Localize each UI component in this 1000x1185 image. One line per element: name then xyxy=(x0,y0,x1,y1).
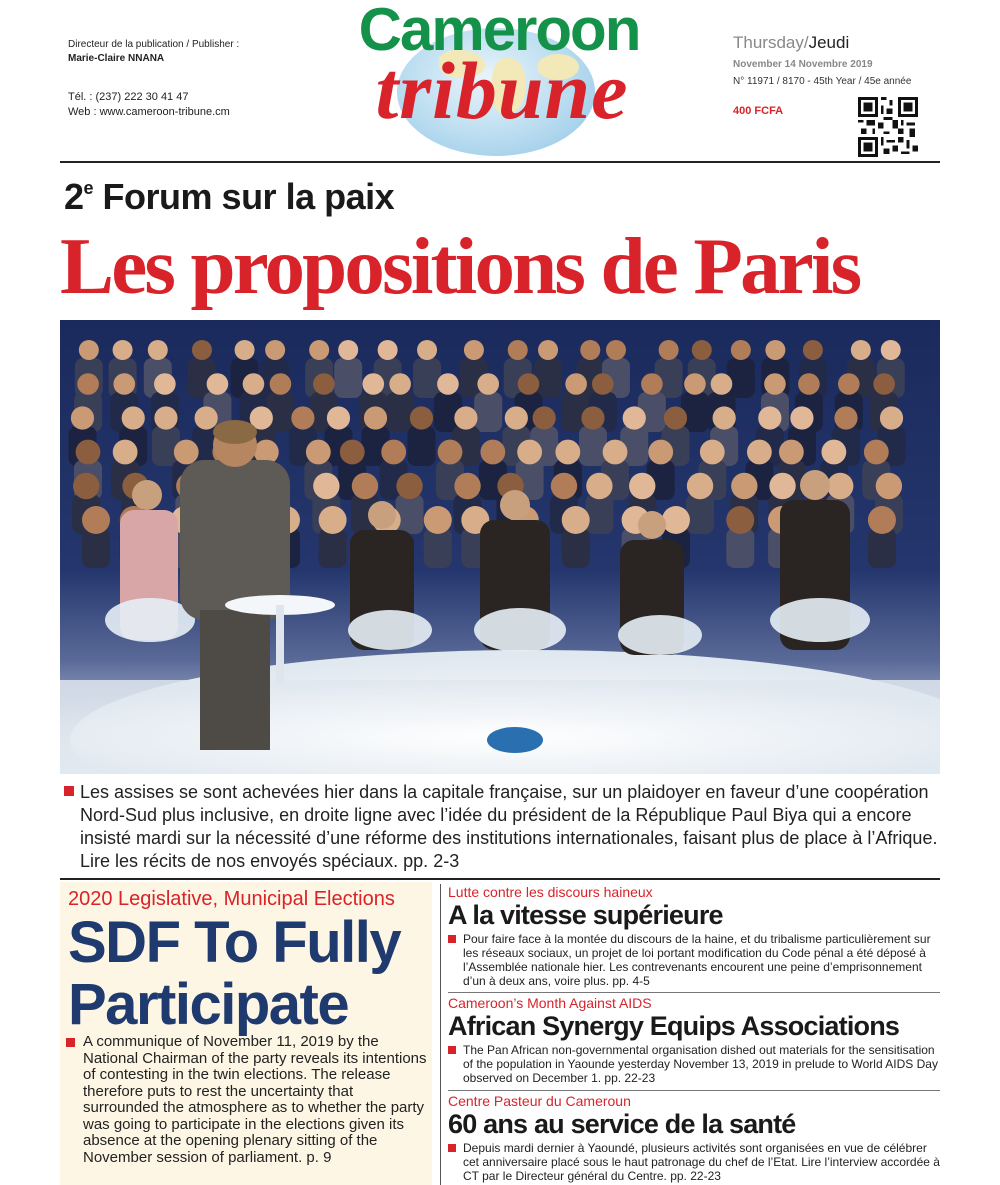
logo-wordmark-bottom: tribune xyxy=(375,45,629,136)
right-story-3 xyxy=(448,1093,940,1183)
story-body: Depuis mardi dernier à Yaoundé, plusieurs activités sont organisées en vue de célébrer cet anniversaire placé sous le haut patronage du chef de l’Etat. Lire l’interview accordée à CT par le Directeur général du Centre. pp. 22-23 xyxy=(448,1141,940,1183)
publisher-name: Marie-Claire NNANA xyxy=(68,53,165,64)
column-divider xyxy=(440,884,441,1185)
right-story-2 xyxy=(448,995,940,1085)
main-headline: Les propositions de Paris xyxy=(60,221,860,311)
bullet-square-icon xyxy=(448,1046,456,1054)
masthead xyxy=(0,0,1000,162)
bullet-square-icon xyxy=(448,1144,456,1152)
story-title: 60 ans au service de la santé xyxy=(448,1109,796,1139)
qr-code-icon xyxy=(858,97,918,157)
left-story-title: SDF To Fully Participate xyxy=(68,910,401,1037)
story-kicker: Centre Pasteur du Cameroun xyxy=(448,1093,631,1109)
right-story-1 xyxy=(448,884,940,988)
weekday: Thursday/Jeudi xyxy=(733,33,850,52)
publisher-label: Directeur de la publication / Publisher : xyxy=(68,39,240,50)
bullet-square-icon xyxy=(64,786,74,796)
story-body: The Pan African non-governmental organisation dished out materials for the sensitisation of the population in Yaounde yesterday November 13, 2019 in prelude to World AIDS Day observed on December 1. pp. 22-23 xyxy=(448,1043,940,1085)
cameroon-tribune-logo xyxy=(340,0,660,158)
story-kicker: Cameroon’s Month Against AIDS xyxy=(448,995,652,1011)
bullet-square-icon xyxy=(448,935,456,943)
price-tag: 400 FCFA xyxy=(733,105,784,117)
contact-info xyxy=(68,90,230,120)
main-kicker: 2e Forum sur la paix xyxy=(64,176,395,217)
bullet-square-icon xyxy=(66,1038,75,1047)
phone-number: Tél. : (237) 222 30 41 47 xyxy=(68,91,189,103)
story-title: African Synergy Equips Associations xyxy=(448,1011,900,1041)
story-title: A la vitesse supérieure xyxy=(448,900,723,930)
section-divider xyxy=(60,878,940,880)
main-lead-paragraph: Les assises se sont achevées hier dans la capitale française, sur un plaidoyer en faveur d’une coopération Nord-Sud plus inclusive, en droite ligne avec l’idée du président de la République Paul Biya qui a encore insisté mardi sur la nécessité d’une réforme des institutions internationales, faisant plus de place à l’Afrique. Lire les récits de nos envoyés spéciaux. pp. 2-3 xyxy=(64,781,940,873)
left-story-kicker: 2020 Legislative, Municipal Elections xyxy=(68,888,395,910)
issue-number: N° 11971 / 8170 - 45th Year / 45e année xyxy=(733,76,912,87)
issue-date: November 14 Novembre 2019 xyxy=(733,59,873,70)
logo-wordmark-top: Cameroon xyxy=(358,0,640,63)
left-story-body: A communique of November 11, 2019 by the National Chairman of the party reveals its intentions of contesting in the twin elections. The release therefore puts to rest the uncertainty that surrounded the atmosphere as to whether the party was going to participate in the elections given its absence at the opening plenary sitting of the November session of parliament. p. 9 xyxy=(66,1034,432,1166)
publisher-info xyxy=(68,38,239,66)
story-kicker: Lutte contre les discours haineux xyxy=(448,884,653,900)
story-divider xyxy=(448,1090,940,1091)
forum-audience-photo xyxy=(60,320,940,774)
story-body: Pour faire face à la montée du discours de la haine, et du tribalisme particulièrement sur les réseaux sociaux, un projet de loi portant modification du Code pénal a été déposé à l’Assemblée nationale hier. Les contrevenants encourent une peine d’emprisonnement d’un à deux ans, voire plus. pp. 4-5 xyxy=(448,932,940,988)
left-story-box xyxy=(60,882,432,1185)
website: Web : www.cameroon-tribune.cm xyxy=(68,106,230,118)
masthead-divider xyxy=(60,161,940,163)
story-divider xyxy=(448,992,940,993)
